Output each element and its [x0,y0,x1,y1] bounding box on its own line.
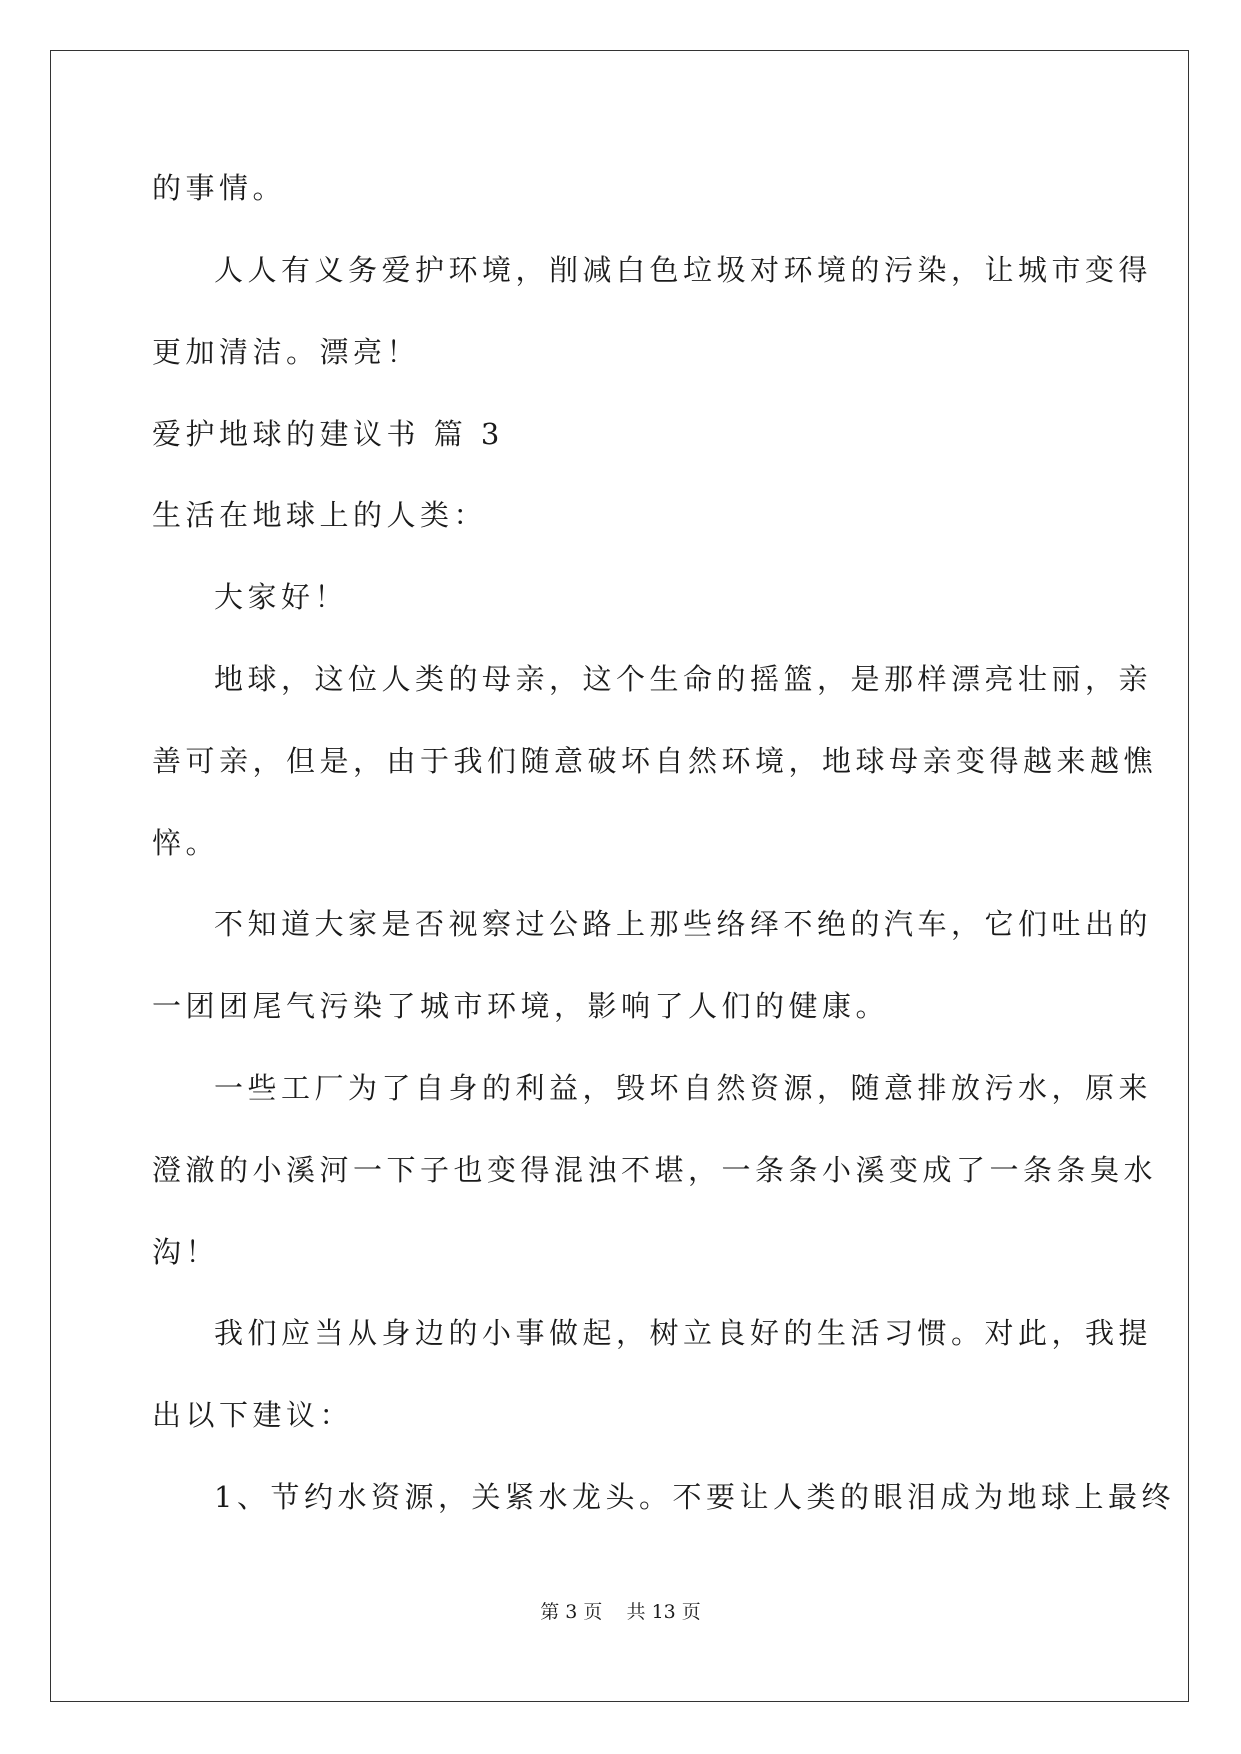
text-line: 的事情。 [152,171,287,205]
text-line: 澄澈的小溪河一下子也变得混浊不堪，一条条小溪变成了一条条臭水 [152,1153,1158,1187]
greeting: 大家好！ [214,580,349,614]
page-frame [50,50,1189,1702]
text-line: 不知道大家是否视察过公路上那些络绎不绝的汽车，它们吐出的 [214,907,1153,941]
salutation: 生活在地球上的人类： [152,498,488,532]
text-line: 人人有义务爱护环境，削减白色垃圾对环境的污染，让城市变得 [214,253,1153,287]
text-line: 一些工厂为了自身的利益，毁坏自然资源，随意排放污水，原来 [214,1071,1153,1105]
text-line: 出以下建议： [152,1398,354,1432]
page-number-footer: 第 3 页 共 13 页 [540,1601,701,1623]
text-line: 地球，这位人类的母亲，这个生命的摇篮，是那样漂亮壮丽，亲 [214,662,1153,696]
text-line: 1、节约水资源，关紧水龙头。不要让人类的眼泪成为地球上最终 [214,1480,1175,1514]
text-line: 沟！ [152,1235,220,1269]
text-line: 我们应当从身边的小事做起，树立良好的生活习惯。对此，我提 [214,1316,1153,1350]
text-line: 一团团尾气污染了城市环境，影响了人们的健康。 [152,989,890,1023]
text-line: 善可亲，但是，由于我们随意破坏自然环境，地球母亲变得越来越憔 [152,744,1158,778]
text-line: 更加清洁。漂亮！ [152,335,421,369]
text-line: 悴。 [152,826,220,860]
section-heading: 爱护地球的建议书 篇 3 [152,417,504,451]
